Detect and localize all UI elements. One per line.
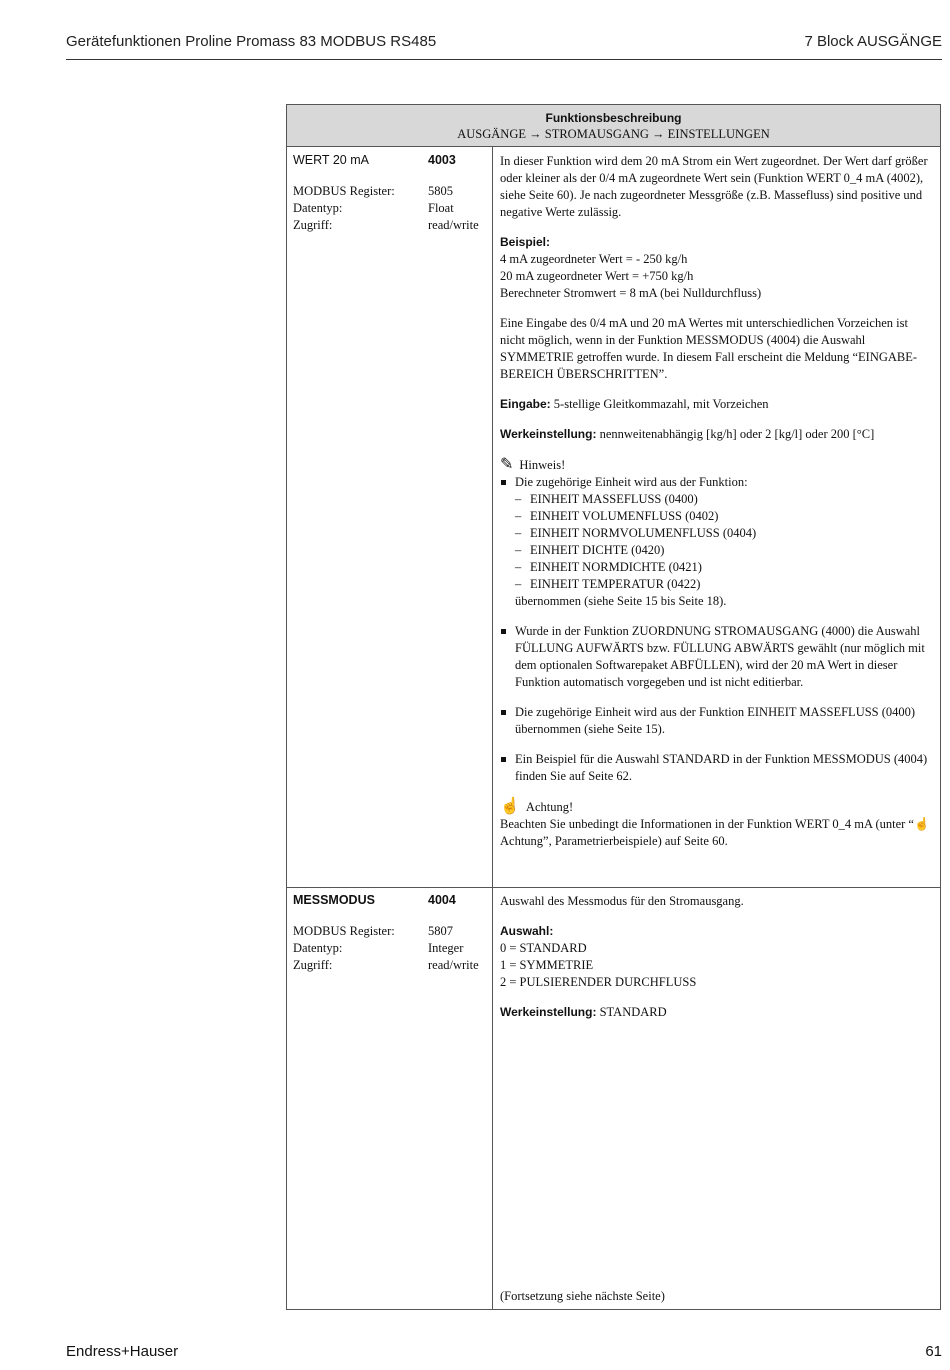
example-label: Beispiel:: [500, 235, 551, 249]
function-id-cell: [287, 147, 493, 887]
header-title: Gerätefunktionen Proline Promass 83 MODBUS RS485: [66, 33, 437, 50]
hand-icon: ☝: [500, 798, 520, 815]
list-item: Wurde in der Funktion ZUORDNUNG STROMAUSGANG (4000) die Auswahl FÜLLUNG AUFWÄRTS bzw. FÜLLUNG ABWÄRTS gewählt (nur möglich mit dem optionalen Softwarepaket ABFÜLLEN), wird der 20 mA Wert in dieser Funktion automatisch vorgegeben und ist nicht editierbar.: [500, 623, 934, 691]
selection-label: Auswahl:: [500, 924, 554, 938]
warning-text: Beachten Sie unbedingt die Informationen in der Funktion WERT 0_4 mA (unter “☝ Achtung”, Parametrierbeispiele) auf Seite 60.: [500, 817, 930, 848]
table-path: AUSGÄNGE → STROMAUSGANG → EINSTELLUNGEN: [457, 127, 770, 141]
meta-value: read/write: [428, 958, 479, 972]
bullet-text: Die zugehörige Einheit wird aus der Funktion:: [515, 475, 748, 489]
function-table: [286, 104, 941, 1310]
hint-label: Hinweis!: [519, 458, 566, 472]
example-line: 20 mA zugeordneter Wert = +750 kg/h: [500, 269, 694, 283]
factory-setting-value: STANDARD: [599, 1005, 667, 1019]
selection-option: 2 = PULSIERENDER DURCHFLUSS: [500, 975, 697, 989]
list-item: – EINHEIT DICHTE (0420): [515, 542, 934, 559]
meta-value: Integer: [428, 941, 464, 955]
page-number: 61: [925, 1343, 942, 1360]
factory-setting-value: nennweitenabhängig [kg/h] oder 2 [kg/l] oder 200 [°C]: [599, 427, 875, 441]
function-name: WERT 20 mA: [293, 153, 369, 167]
meta-value: read/write: [428, 218, 479, 232]
selection-option: 0 = STANDARD: [500, 941, 587, 955]
table-row: [287, 887, 940, 1309]
unit-function-list: [515, 491, 934, 593]
page-header: [66, 33, 942, 60]
meta-value: 5805: [428, 184, 453, 198]
meta-value: Float: [428, 201, 454, 215]
example-line: Berechneter Stromwert = 8 mA (bei Nulldurchfluss): [500, 286, 762, 300]
input-value: 5-stellige Gleitkommazahl, mit Vorzeichen: [553, 397, 769, 411]
function-name: MESSMODUS: [293, 893, 375, 907]
table-title: Funktionsbeschreibung: [545, 111, 682, 125]
list-item: – EINHEIT NORMVOLUMENFLUSS (0404): [515, 525, 934, 542]
factory-setting-label: Werkeinstellung:: [500, 1005, 597, 1019]
list-item: [500, 474, 934, 610]
function-meta: [293, 923, 486, 974]
input-line: [500, 396, 934, 413]
warning-label: Achtung!: [525, 800, 574, 814]
function-meta: [293, 183, 486, 234]
function-description-cell: [494, 147, 940, 887]
factory-setting-label: Werkeinstellung:: [500, 427, 597, 441]
example-line: 4 mA zugeordneter Wert = - 250 kg/h: [500, 252, 688, 266]
function-id-cell: [287, 887, 493, 1309]
header-section: 7 Block AUSGÄNGE: [804, 33, 942, 50]
selection-option: 1 = SYMMETRIE: [500, 958, 594, 972]
hint-list: [500, 474, 934, 785]
meta-key: Datentyp:: [293, 941, 343, 955]
table-header: [287, 105, 940, 147]
list-item: – EINHEIT TEMPERATUR (0422): [515, 576, 934, 593]
list-item: – EINHEIT VOLUMENFLUSS (0402): [515, 508, 934, 525]
table-row: [287, 147, 940, 888]
factory-setting-line: [500, 426, 934, 443]
hint-heading: [500, 456, 934, 474]
meta-key: MODBUS Register:: [293, 184, 395, 198]
list-item: – EINHEIT MASSEFLUSS (0400): [515, 491, 934, 508]
example-block: [500, 234, 934, 302]
meta-key: Datentyp:: [293, 201, 343, 215]
meta-key: Zugriff:: [293, 218, 333, 232]
function-description-cell: [494, 887, 940, 1309]
list-item: – EINHEIT NORMDICHTE (0421): [515, 559, 934, 576]
intro-text: Auswahl des Messmodus für den Stromausgang.: [500, 894, 744, 908]
meta-key: Zugriff:: [293, 958, 333, 972]
intro-text: In dieser Funktion wird dem 20 mA Strom ein Wert zugeordnet. Der Wert darf größer oder kleiner als der 0/4 mA zugeordnete Wert sein (Funktion WERT 0_4 mA (4002), siehe Seite 60). Je nach zugeordneter Messgröße (z.B. Massefluss) sind positive und negative Werte zulässig.: [500, 154, 928, 219]
bullet-text: übernommen (siehe Seite 15 bis Seite 18).: [515, 594, 727, 608]
meta-key: MODBUS Register:: [293, 924, 395, 938]
pencil-icon: ✎: [500, 456, 514, 473]
selection-block: [500, 923, 934, 991]
factory-setting-line: [500, 1004, 934, 1021]
warning-heading: [500, 798, 934, 816]
list-item: Die zugehörige Einheit wird aus der Funktion EINHEIT MASSEFLUSS (0400) übernommen (siehe Seite 15).: [500, 704, 934, 738]
sign-text: Eine Eingabe des 0/4 mA und 20 mA Wertes mit unterschiedlichen Vorzeichen ist nicht möglich, wenn in der Funktion MESSMODUS (4004) die Auswahl SYMMETRIE getroffen wurde. In diesem Fall erscheint die Meldung “EINGABE-BEREICH ÜBERSCHRITTEN”.: [500, 316, 918, 381]
function-code: 4003: [428, 153, 456, 167]
brand-name: Endress+Hauser: [66, 1343, 179, 1360]
continuation-note: (Fortsetzung siehe nächste Seite): [500, 1289, 665, 1303]
list-item: Ein Beispiel für die Auswahl STANDARD in der Funktion MESSMODUS (4004) finden Sie auf Seite 62.: [500, 751, 934, 785]
input-label: Eingabe:: [500, 397, 551, 411]
function-code: 4004: [428, 893, 456, 907]
meta-value: 5807: [428, 924, 453, 938]
